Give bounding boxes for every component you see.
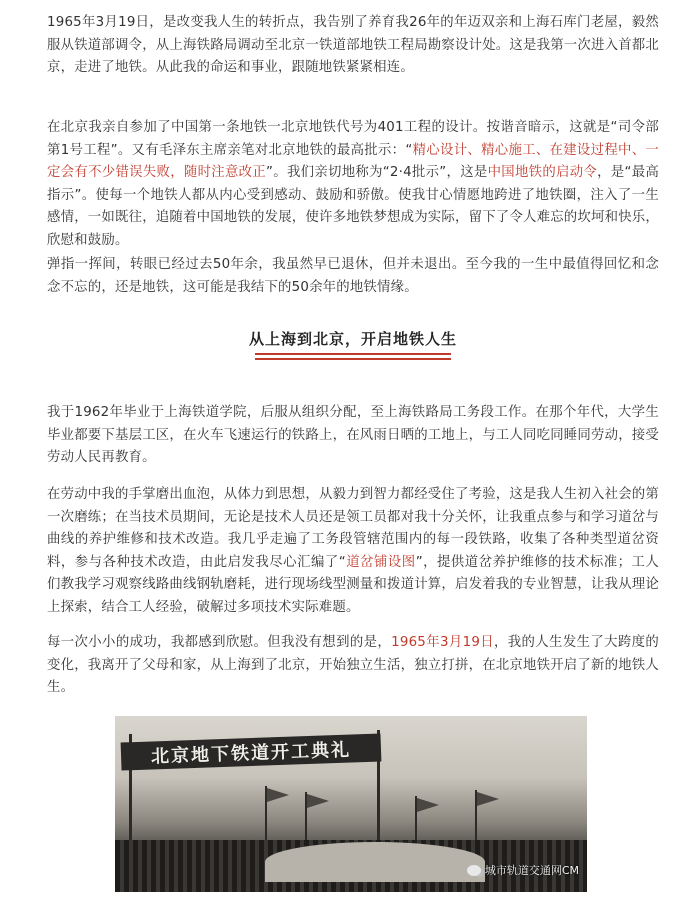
ceremony-banner xyxy=(121,733,382,770)
highlight-date: 1965年3月19日 xyxy=(391,635,494,650)
paragraph-2-text-c: ，是“最高指示”。使每一个地铁人都从内心受到感动、鼓励和骄傲。使我甘心情愿地跨进了地铁圈，注入了一生感情，一如既往，追随着中国地铁的发展，使许多地铁梦想成为实际，留下了令人难忘的坎坷和快乐，欣慰和鼓励。 xyxy=(47,165,660,248)
paragraph-5-text-a: 在劳动中我的手掌磨出血泡，从体力到思想，从毅力到智力都经受住了考验，这是我人生初入社会的第一次磨练；在当技术员期间，无论是技术人员还是领工员都对我十分关怀，让我重点参与和学习道岔与曲线的养护维修和技术改造。我几乎走遍了工务段管辖范围内的每一段铁路，收集了各种类型道岔资料，参与各种技术改造，由此启发我尽心汇编了“ xyxy=(47,487,659,570)
paragraph-1 xyxy=(47,12,659,80)
banner-text: 北京地下铁道开工典礼 xyxy=(150,739,352,768)
flag xyxy=(307,794,329,808)
paragraph-2-text-b: ”。我们亲切地称为“2·4批示”，这是 xyxy=(266,165,488,180)
heading-underline xyxy=(255,353,451,355)
paragraph-4-text: 我于1962年毕业于上海铁道学院，后服从组织分配，至上海铁路局工务段工作。在那个年代，大学生毕业都要下基层工区，在火车飞速运行的铁路上，在风雨日晒的工地上，与工人同吃同睡同劳动，接受劳动人民再教育。 xyxy=(47,405,659,465)
historical-photo xyxy=(115,716,587,892)
paragraph-6 xyxy=(47,632,659,700)
paragraph-4 xyxy=(47,402,659,470)
paragraph-5-text-b: ”，提供道岔养护维修的技术标准；工人们教我学习观察线路曲线钢轨磨耗，进行现场线型测量和拨道计算，启发着我的专业智慧，让我从理论上探索，结合工人经验，破解过多项技术实际难题。 xyxy=(47,554,660,615)
flag xyxy=(267,788,289,802)
paragraph-1-text: 1965年3月19日，是改变我人生的转折点，我告别了养育我26年的年迈双亲和上海石库门老屋，毅然服从铁道部调令，从上海铁路局调动至北京一铁道部地铁工程局勘察设计处。这是我第一次进入首都北京，走进了地铁。从此我的命运和事业，跟随地铁紧紧相连。 xyxy=(47,15,659,75)
paragraph-5 xyxy=(47,484,659,619)
watermark-text: 城市轨道交通网CM xyxy=(484,864,579,877)
paragraph-3 xyxy=(47,254,659,299)
highlight-turnout-diagram: 道岔铺设图 xyxy=(345,554,416,570)
paragraph-2 xyxy=(47,117,659,252)
flag xyxy=(477,792,499,806)
section-heading xyxy=(47,328,659,360)
paragraph-6-text-a: 每一次小小的成功，我都感到欣慰。但我没有想到的是， xyxy=(47,635,392,650)
section-heading-text: 从上海到北京，开启地铁人生 xyxy=(248,330,457,348)
paragraph-3-text: 弹指一挥间，转眼已经过去50年余，我虽然早已退休，但并未退出。至今我的一生中最值得回忆和念念不忘的，还是地铁，这可能是我结下的50余年的地铁情缘。 xyxy=(47,257,659,295)
highlight-start-order: 中国地铁的启动令 xyxy=(487,165,598,180)
watermark xyxy=(467,862,579,878)
highlight-mao-instruction: 精心设计、精心施工、在建设过程中、一定会有不少错误失败，随时注意改正 xyxy=(47,142,659,180)
paragraph-6-text-b: ，我的人生发生了大跨度的变化，我离开了父母和家，从上海到了北京，开始独立生活，独立打拼，在北京地铁开启了新的地铁人生。 xyxy=(47,635,660,695)
heading-underline-second xyxy=(255,358,451,360)
ground xyxy=(265,842,485,882)
wechat-icon xyxy=(467,865,481,876)
flag xyxy=(417,798,439,812)
paragraph-2-text-a: 在北京我亲自参加了中国第一条地铁一北京地铁代号为401工程的设计。按谐音暗示，这就是“司令部第1号工程”。又有毛泽东主席亲笔对北京地铁的最高批示：“ xyxy=(47,120,659,158)
